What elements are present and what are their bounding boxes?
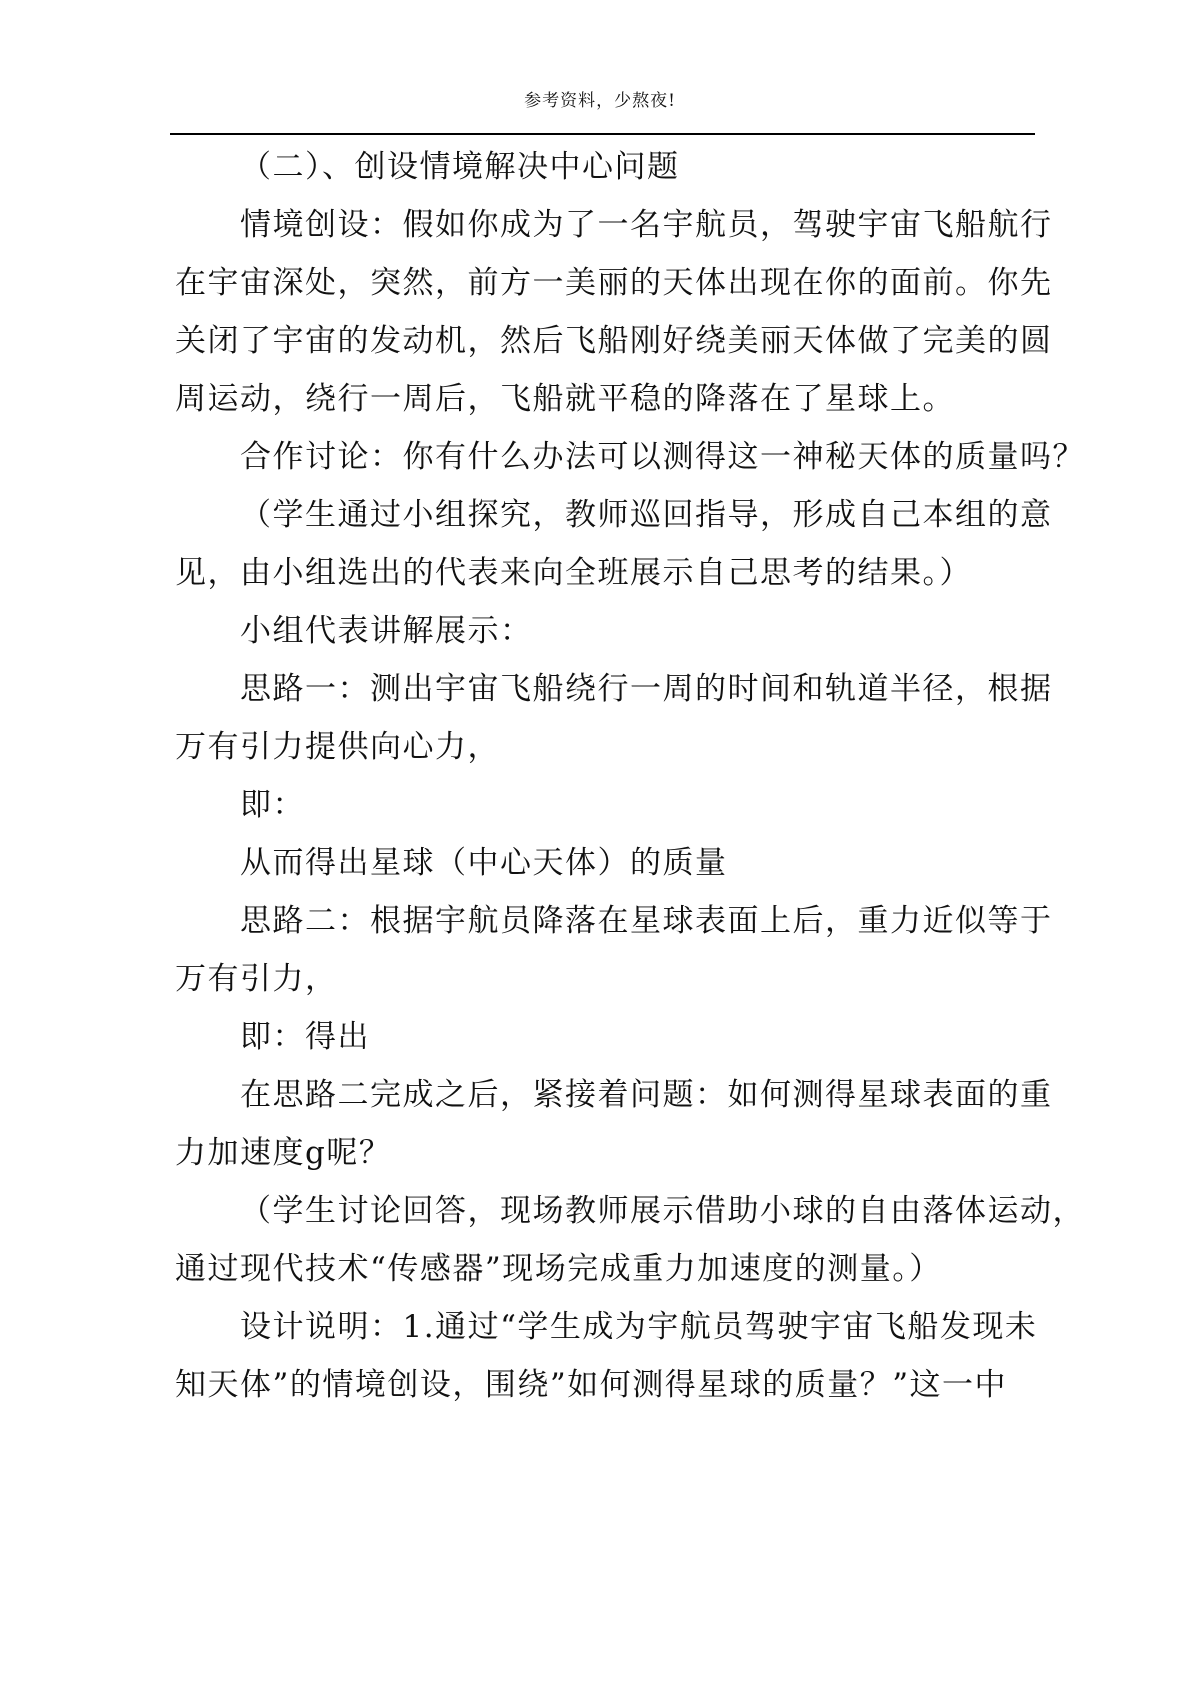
- paragraph-line: 合作讨论：你有什么办法可以测得这一神秘天体的质量吗？: [240, 439, 1085, 475]
- paragraph-line: 万有引力提供向心力，: [175, 729, 500, 765]
- paragraph-line: （学生讨论回答，现场教师展示借助小球的自由落体运动，: [240, 1193, 1085, 1229]
- page-header: 参考资料，少熬夜!: [524, 91, 676, 111]
- header-rule: [170, 133, 1035, 135]
- paragraph-line: 知天体”的情境创设，围绕”如何测得星球的质量？”这一中: [175, 1367, 1008, 1403]
- paragraph-line: 即：得出: [240, 1019, 370, 1055]
- paragraph-line: 在宇宙深处，突然，前方一美丽的天体出现在你的面前。你先: [175, 265, 1053, 301]
- paragraph-line: 情境创设：假如你成为了一名宇航员，驾驶宇宙飞船航行: [240, 207, 1053, 243]
- paragraph-line: 从而得出星球（中心天体）的质量: [240, 845, 728, 881]
- paragraph-line: 思路一：测出宇宙飞船绕行一周的时间和轨道半径，根据: [240, 671, 1053, 707]
- paragraph-line: 设计说明：1.通过“学生成为宇航员驾驶宇宙飞船发现未: [240, 1309, 1038, 1345]
- paragraph-line: 见，由小组选出的代表来向全班展示自己思考的结果。）: [175, 555, 972, 591]
- paragraph-line: 关闭了宇宙的发动机，然后飞船刚好绕美丽天体做了完美的圆: [175, 323, 1053, 359]
- paragraph-line: 周运动，绕行一周后，飞船就平稳的降落在了星球上。: [175, 381, 955, 417]
- paragraph-line: 小组代表讲解展示：: [240, 613, 533, 649]
- paragraph-line: （学生通过小组探究，教师巡回指导，形成自己本组的意: [240, 497, 1053, 533]
- section-heading: （二）、创设情境解决中心问题: [240, 149, 680, 185]
- paragraph-line: 通过现代技术“传感器”现场完成重力加速度的测量。）: [175, 1251, 942, 1287]
- paragraph-line: 万有引力，: [175, 961, 338, 997]
- paragraph-line: 力加速度g呢？: [175, 1135, 392, 1171]
- paragraph-line: 思路二：根据宇航员降落在星球表面上后，重力近似等于: [240, 903, 1053, 939]
- paragraph-line: 在思路二完成之后，紧接着问题：如何测得星球表面的重: [240, 1077, 1053, 1113]
- paragraph-line: 即：: [240, 787, 305, 823]
